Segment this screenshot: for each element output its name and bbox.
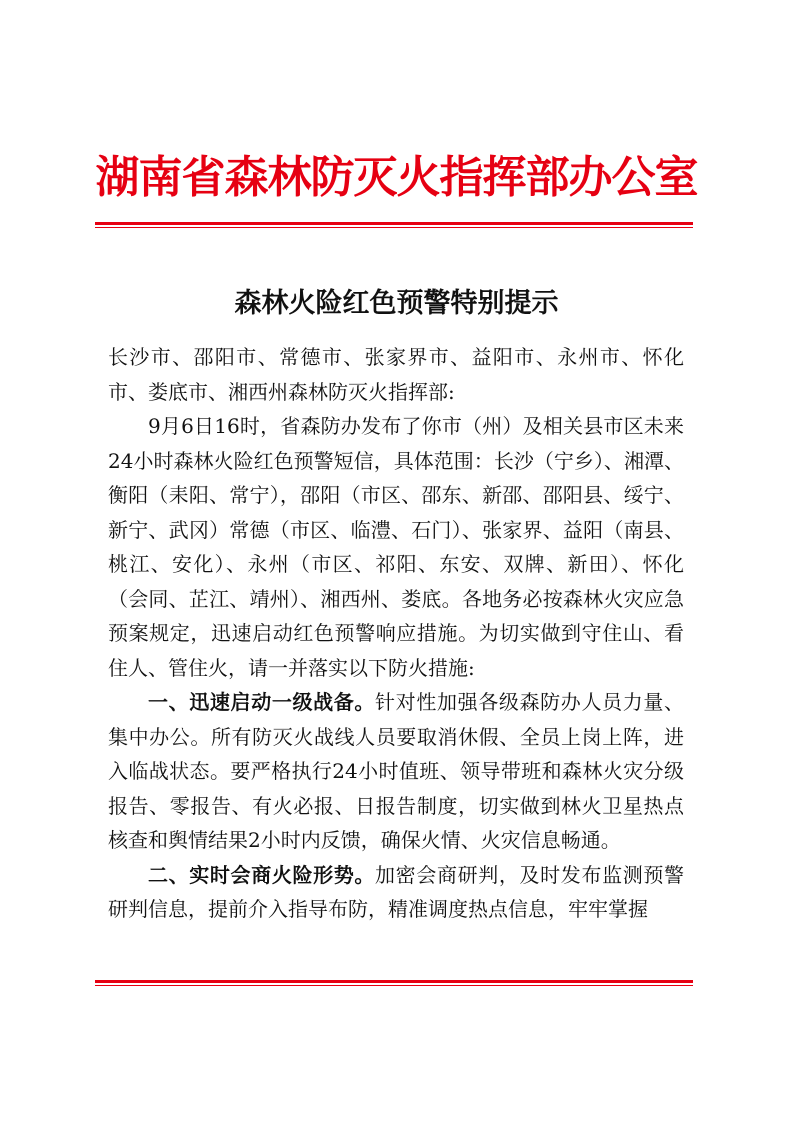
intro-paragraph: 9月6日16时，省森防办发布了你市（州）及相关县市区未来24小时森林火险红色预警短信，具体范围：长沙（宁乡）、湘潭、衡阳（耒阳、常宁），邵阳（市区、邵东、新邵、邵阳县、绥宁、新宁、武冈）常德（市区、临澧、石门）、张家界、益阳（南县、桃江、安化）、永州（市区、祁阳、东安、双牌、新田）、怀化（会同、芷江、靖州）、湘西州、娄底。各地务必按森林火灾应急预案规定，迅速启动红色预警响应措施。为切实做到守住山、看住人、管住火，请一并落实以下防火措施: — [108, 414, 684, 680]
organization-header: 湖南省森林防灭火指挥部办公室 — [95, 152, 698, 203]
addressee-line: 长沙市、邵阳市、常德市、张家界市、益阳市、永州市、怀化市、娄底市、湘西州森林防灭火指挥部: — [108, 345, 684, 404]
section-2-heading: 二、实时会商火险形势。 — [148, 862, 376, 887]
header-divider — [95, 222, 693, 228]
document-body — [108, 340, 684, 927]
section-2-text: 加密会商研判，及时发布监测预警研判信息，提前介入指导布防，精准调度热点信息，牢牢掌握 — [108, 862, 685, 921]
section-2-paragraph — [108, 858, 684, 927]
document-title: 森林火险红色预警特别提示 — [234, 288, 559, 319]
section-1-heading: 一、迅速启动一级战备。 — [148, 690, 376, 714]
footer-divider-thin-line — [95, 985, 693, 986]
footer-divider — [95, 980, 693, 986]
section-1-text: 针对性加强各级森防办人员力量、集中办公。所有防灭火战线人员要取消休假、全员上岗上阵，进入临战状态。要严格执行24小时值班、领导带班和森林火灾分级报告、零报告、有火必报、日报告制度，切实做到林火卫星热点核查和舆情结果2小时内反馈，确保火情、火灾信息畅通。 — [108, 690, 685, 852]
section-1-paragraph — [108, 685, 684, 858]
header-divider-thin-line — [95, 227, 693, 228]
